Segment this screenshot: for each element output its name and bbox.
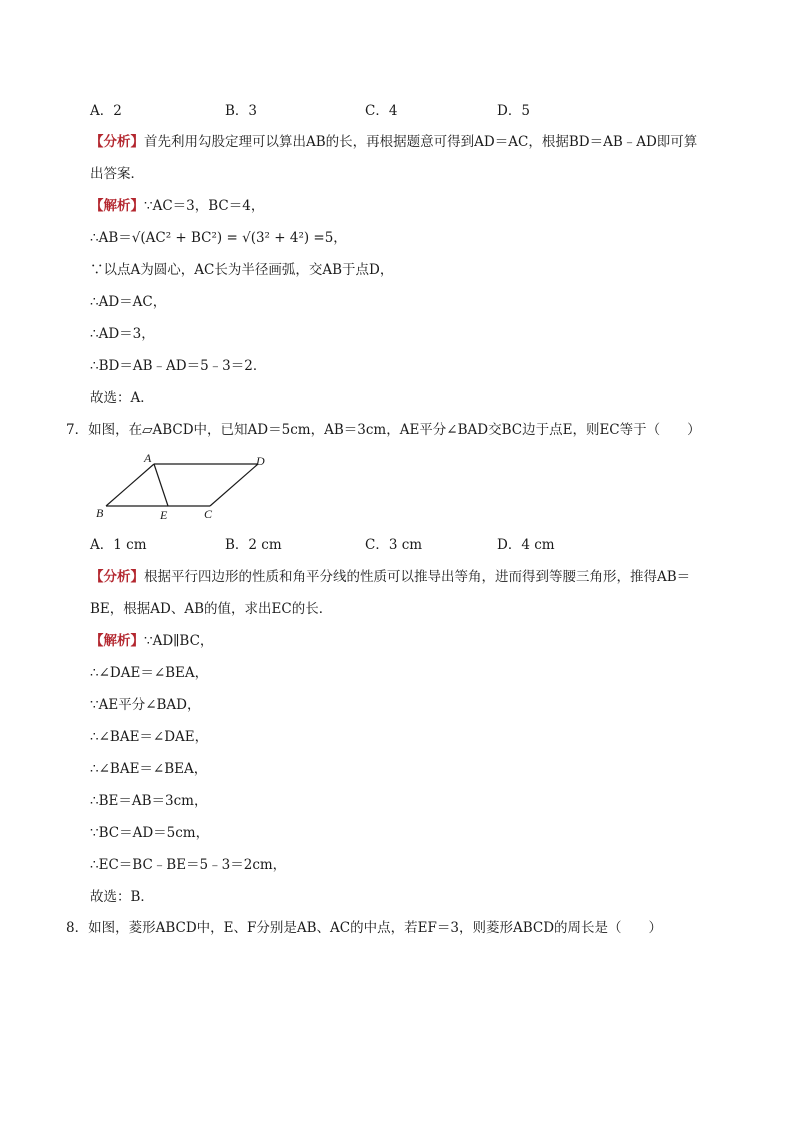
q7-solution-line-5: ∴∠BAE＝∠BEA，	[90, 761, 208, 777]
q6-analysis-text-1: 首先利用勾股定理可以算出AB的长，再根据题意可得到AD＝AC，根据BD＝AB﹣AD即可算	[144, 134, 698, 150]
q7-label-c: C	[204, 507, 213, 521]
q6-solution-line-1	[90, 196, 264, 216]
q6-solution-line-5: ∴AD＝3，	[90, 326, 155, 342]
q7-analysis-line-1	[90, 567, 690, 587]
q7-solution-line-1	[90, 631, 213, 651]
q6-solution-line-2: ∴AB＝√(AC² + BC²) = √(3² + 4²) =5，	[90, 230, 347, 246]
q7-solution-line-2: ∴∠DAE＝∠BEA，	[90, 665, 209, 681]
q6-solution-line-4: ∴AD＝AC，	[90, 294, 167, 310]
q7-label-a: A	[144, 451, 152, 465]
q7-option-b: B．2 cm	[225, 537, 282, 553]
q7-solution-line-6: ∴BE＝AB＝3cm，	[90, 793, 208, 809]
q7-analysis-line-2: BE，根据AD、AB的值，求出EC的长．	[90, 601, 333, 617]
q7-analysis-tag: 【分析】	[90, 569, 144, 585]
q7-option-a: A．1 cm	[90, 537, 147, 553]
q6-option-b: B．3	[225, 103, 258, 119]
q6-solution-line-6: ∴BD＝AB﹣AD＝5﹣3＝2．	[90, 358, 267, 374]
q6-option-d: D．5	[497, 103, 530, 119]
q6-answer: 故选：A．	[90, 390, 154, 406]
q7-solution-tag: 【解析】	[90, 633, 144, 649]
q7-label-e: E	[160, 508, 168, 522]
q6-option-a: A．2	[90, 103, 122, 119]
q7-analysis-text-1: 根据平行四边形的性质和角平分线的性质可以推导出等角，进而得到等腰三角形，推得AB＝	[144, 569, 691, 585]
q7-label-b: B	[96, 506, 104, 520]
q7-solution-line-3: ∵AE平分∠BAD，	[90, 697, 201, 713]
q6-analysis-line-1	[90, 132, 697, 152]
q7-label-d: D	[256, 454, 265, 468]
q7-solution-line-7: ∵BC＝AD＝5cm，	[90, 825, 210, 841]
q6-option-c: C．4	[365, 103, 398, 119]
q7-option-d: D．4 cm	[497, 537, 555, 553]
q6-analysis-line-2: 出答案．	[90, 166, 144, 182]
q7-answer: 故选：B．	[90, 889, 154, 905]
q6-solution-line-3: ∵以点A为圆心，AC长为半径画弧，交AB于点D，	[90, 262, 394, 278]
q7-option-c: C．3 cm	[365, 537, 423, 553]
q6-solution-tag: 【解析】	[90, 198, 144, 214]
q7-solution-line-8: ∴EC＝BC﹣BE＝5﹣3＝2cm，	[90, 857, 287, 873]
q7-solution-text-1: ∵AD∥BC，	[144, 633, 214, 649]
q6-solution-text-1: ∵AC＝3，BC＝4，	[144, 198, 265, 214]
q7-parallelogram-figure	[92, 450, 282, 526]
q8-stem: 8．如图，菱形ABCD中，E、F分别是AB、AC的中点，若EF＝3，则菱形ABCD的周长是（ ）	[66, 920, 663, 936]
q7-solution-line-4: ∴∠BAE＝∠DAE，	[90, 729, 209, 745]
q7-stem: 7．如图，在▱ABCD中，已知AD＝5cm，AB＝3cm，AE平分∠BAD交BC边于点E，则EC等于（ ）	[66, 422, 701, 438]
q6-analysis-tag: 【分析】	[90, 134, 144, 150]
